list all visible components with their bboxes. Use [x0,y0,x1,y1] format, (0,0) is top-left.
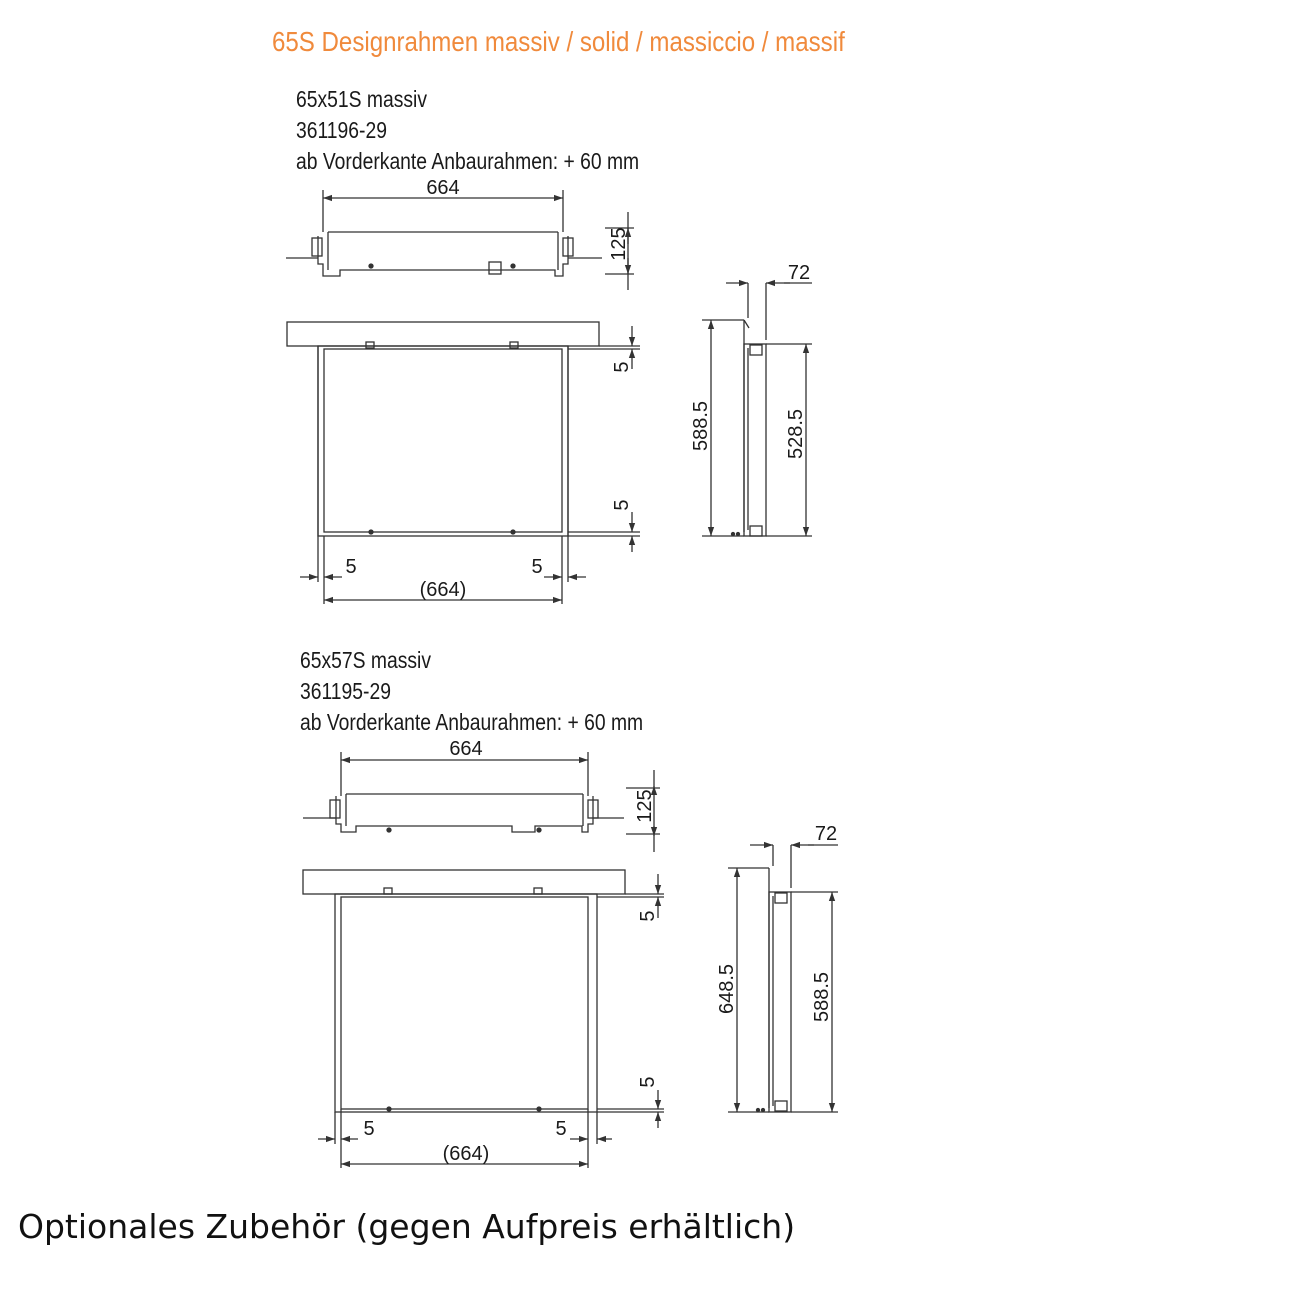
front-view [303,870,664,1168]
dim-side-depth: 72 [787,262,811,284]
dim-top-width: 664 [426,177,460,199]
dim-outer-height: 648.5 [716,963,738,1015]
dim-margin-bottom: 5 [611,499,633,511]
dim-inner-height: 528.5 [785,408,807,460]
dim-margin-top: 5 [637,910,659,922]
dim-margin-right: 5 [555,1118,567,1140]
article-number: 361196-29 [296,117,387,143]
dim-top-height: 125 [634,789,656,823]
dim-margin-top: 5 [611,361,633,373]
offset-note: ab Vorderkante Anbaurahmen: + 60 mm [300,709,644,735]
dim-bottom-width: (664) [419,579,467,601]
footer-note: Optionales Zubehör (gegen Aufpreis erhältlich) [18,1207,796,1246]
article-number: 361195-29 [300,678,391,704]
top-view [303,752,660,852]
top-view [286,190,634,290]
page-title: 65S Designrahmen massiv / solid / massiccio / massif [272,26,845,57]
dim-margin-left: 5 [345,556,357,578]
dim-outer-height: 588.5 [690,400,712,452]
dim-margin-left: 5 [363,1118,375,1140]
dim-side-depth: 72 [814,823,838,845]
front-view [287,322,640,604]
dim-top-width: 664 [449,738,483,760]
dim-inner-height: 588.5 [811,971,833,1023]
dim-bottom-width: (664) [442,1143,490,1165]
model-label: 65x51S massiv [296,86,428,112]
offset-note: ab Vorderkante Anbaurahmen: + 60 mm [296,148,640,174]
dim-top-height: 125 [608,227,630,261]
dim-margin-right: 5 [531,556,543,578]
frame-2-drawing [303,752,838,1168]
model-label: 65x57S massiv [300,647,432,673]
frame-1-drawing [286,190,812,604]
dim-margin-bottom: 5 [637,1076,659,1088]
